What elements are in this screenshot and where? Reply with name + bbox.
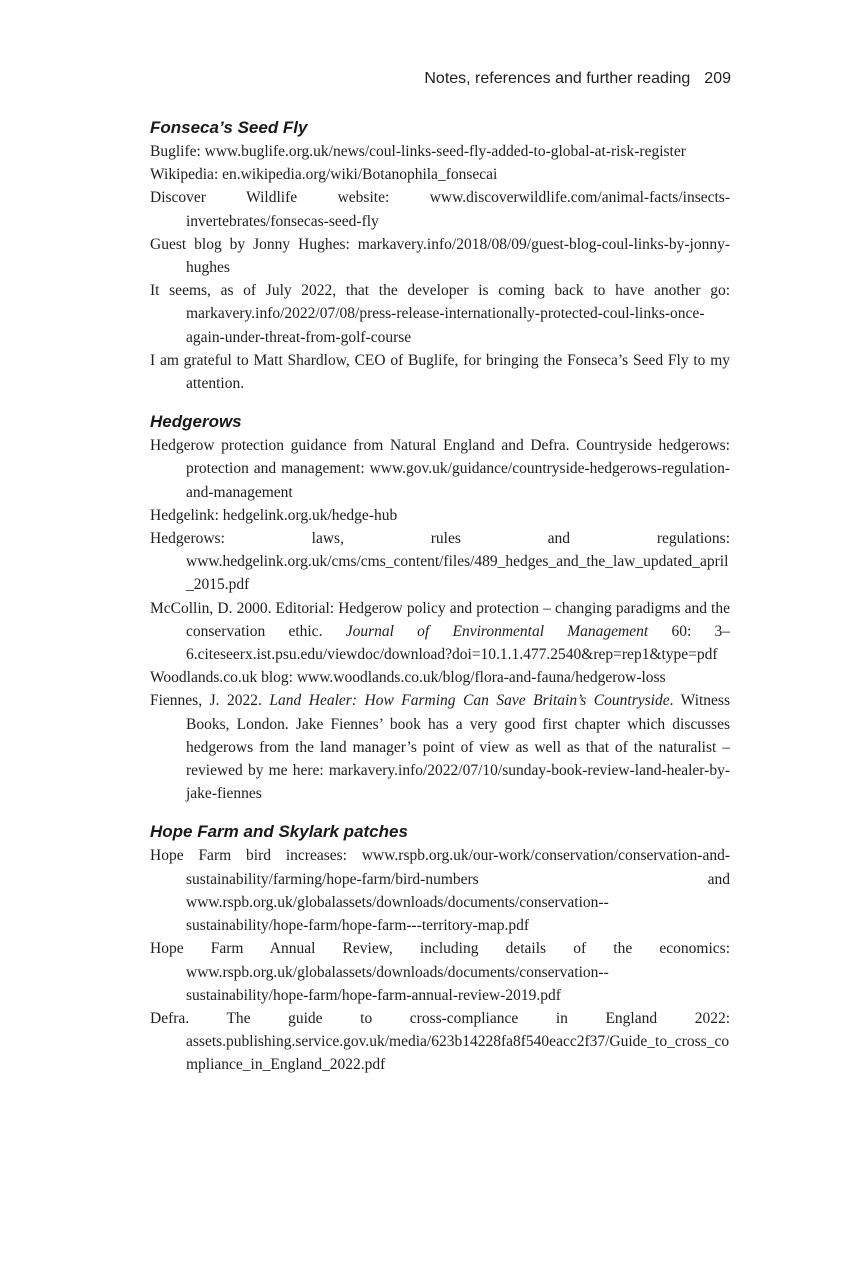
journal-title: Journal of Environmental Management [345,622,649,640]
running-head [424,70,731,88]
section-heading: Hope Farm and Skylark patches [150,822,408,842]
reference-text: 60: 3–6.citeseerx.ist.psu.edu/viewdoc/download?doi=10.1.1.477.2540&rep=rep1&type=pdf [186,622,731,664]
reference-entry: Hope Farm Annual Review, including details of the economics: www.rspb.org.uk/globalassets/downloads/documents/conservation--sustainability/hope-farm/hope-farm-annual-review-2019.pdf [150,940,730,1004]
reference-entry: Guest blog by Jonny Hughes: markavery.info/2018/08/09/guest-blog-coul-links-by-jonny-hughes [150,235,730,277]
book-title: Land Healer: How Farming Can Save Britain’s Countryside [269,692,670,710]
reference-list [150,844,730,1076]
reference-entry: Hedgerow protection guidance from Natural England and Defra. Countryside hedgerows: protection and management: www.gov.uk/guidance/countryside-hedgerows-regulation-and-management [150,437,730,501]
reference-entry: Hedgerows: laws, rules and regulations: www.hedgelink.org.uk/cms/cms_content/files/489_hedges_and_the_law_updated_april_2015.pdf [150,530,730,594]
reference-text: Fiennes, J. 2022. [150,692,270,710]
running-head-title: Notes, references and further reading [424,70,691,87]
reference-entry: Woodlands.co.uk blog: www.woodlands.co.uk/blog/flora-and-fauna/hedgerow-loss [150,669,666,687]
reference-entry: Wikipedia: en.wikipedia.org/wiki/Botanophila_fonsecai [150,166,498,184]
section-heading: Fonseca’s Seed Fly [150,118,308,137]
reference-entry: It seems, as of July 2022, that the developer is coming back to have another go: markavery.info/2022/07/08/press-release-internationally-protected-coul-links-once-again-under-threat-from-golf-course [150,282,730,346]
notes-content [150,116,730,1077]
reference-entry [150,597,730,667]
reference-list [150,140,730,395]
section-fonsecas-seed-fly [150,116,730,395]
reference-entry: Buglife: www.buglife.org.uk/news/coul-links-seed-fly-added-to-global-at-risk-register [150,143,686,160]
reference-entry: Hope Farm bird increases: www.rspb.org.uk/our-work/conservation/conservation-and-sustainability/farming/hope-farm/bird-numbers and www.rspb.org.uk/globalassets/downloads/documents/conservation--sustainability/hope-farm/hope-farm---territory-map.pdf [150,847,730,935]
section-heading: Hedgerows [150,412,242,432]
reference-text: McCollin, D. 2000. Editorial: Hedgerow policy and protection – changing paradigms and the conservation ethic. [150,599,730,640]
reference-list [150,434,730,805]
page-number: 209 [704,70,731,87]
reference-entry [150,689,730,805]
section-hope-farm [150,820,730,1076]
section-hedgerows [150,410,730,805]
reference-entry: Hedgelink: hedgelink.org.uk/hedge-hub [150,506,398,524]
reference-entry: Defra. The guide to cross-compliance in England 2022: assets.publishing.service.gov.uk/media/623b14228fa8f540eacc2f37/Guide_to_cross_compliance_in_England_2022.pdf [150,1009,730,1074]
reference-entry: Discover Wildlife website: www.discoverwildlife.com/animal-facts/insects-invertebrates/fonsecas-seed-fly [150,189,730,230]
reference-entry: I am grateful to Matt Shardlow, CEO of Buglife, for bringing the Fonseca’s Seed Fly to my attention. [150,351,730,393]
reference-text: . Witness Books, London. Jake Fiennes’ book has a very good first chapter which discusses hedgerows from the land manager’s point of view as well as that of the naturalist – reviewed by me here: markavery.info/2022/07/10/sunday-book-review-land-healer-by-jake-fiennes [186,692,730,803]
